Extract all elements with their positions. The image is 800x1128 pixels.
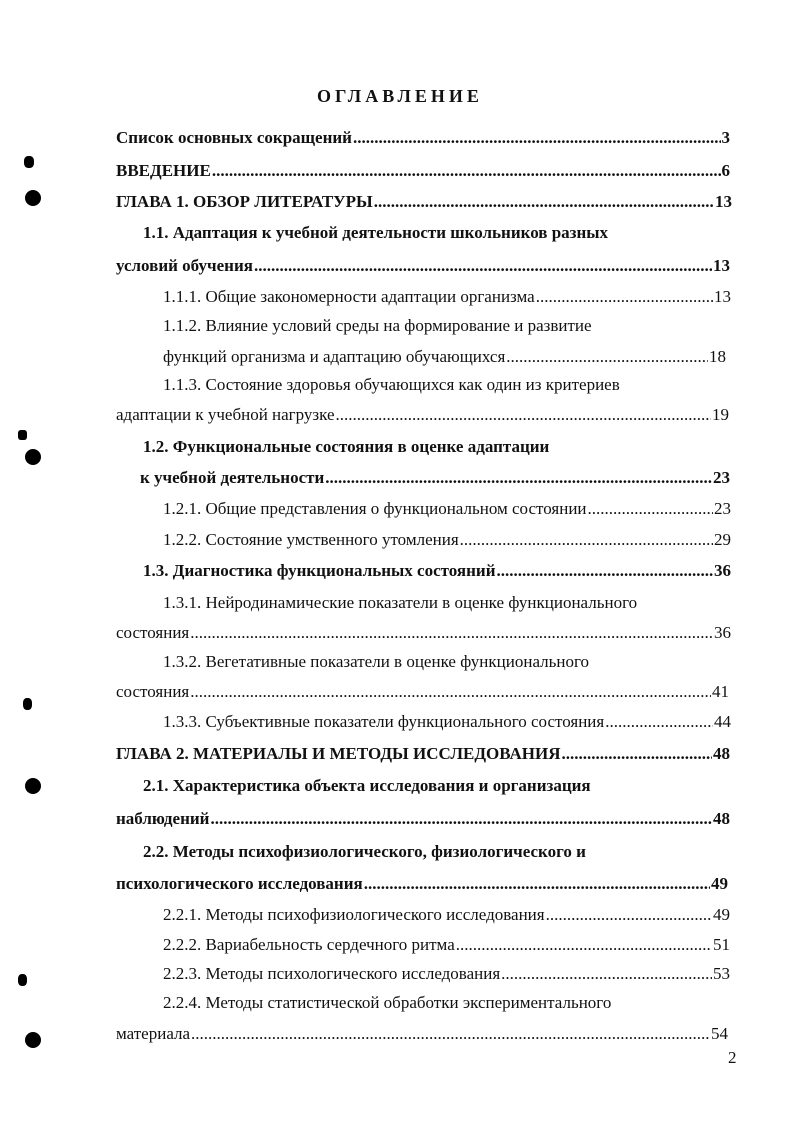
toc-entry xyxy=(163,498,731,520)
toc-entry-page: 13 xyxy=(715,192,732,211)
toc-entry xyxy=(116,1023,728,1045)
toc-leader-dots xyxy=(191,1023,710,1045)
toc-entry xyxy=(163,963,730,985)
toc-entry xyxy=(140,467,730,489)
toc-entry-text: 2.2. Методы психофизиологического, физиологического и xyxy=(143,842,586,861)
toc-entry xyxy=(163,904,730,926)
toc-leader-dots xyxy=(588,498,713,520)
toc-entry-text: адаптации к учебной нагрузке xyxy=(116,405,335,424)
toc-leader-dots xyxy=(254,255,712,277)
toc-leader-dots xyxy=(374,191,714,213)
toc-leader-dots xyxy=(460,529,713,551)
toc-leader-dots xyxy=(190,681,711,703)
toc-entry-text: 1.3.3. Субъективные показатели функционального состояния xyxy=(163,712,605,731)
document-title: ОГЛАВЛЕНИЕ xyxy=(317,86,483,106)
toc-entry xyxy=(163,374,723,396)
toc-entry-page: 51 xyxy=(713,935,730,954)
toc-leader-dots xyxy=(364,873,710,895)
punch-hole-mark xyxy=(25,778,41,794)
toc-entry xyxy=(163,346,726,368)
toc-entry xyxy=(116,873,728,895)
toc-entry-text: состояния xyxy=(116,682,190,701)
toc-entry xyxy=(143,560,731,582)
toc-entry-page: 41 xyxy=(712,682,729,701)
toc-leader-dots xyxy=(506,346,708,368)
toc-entry-text: 1.1.1. Общие закономерности адаптации организма xyxy=(163,287,535,306)
toc-entry-text: 1.3.1. Нейродинамические показатели в оценке функционального xyxy=(163,593,638,612)
toc-entry-text: 2.2.2. Вариабельность сердечного ритма xyxy=(163,935,455,954)
toc-entry-text: 2.1. Характеристика объекта исследования и организация xyxy=(143,776,591,795)
toc-entry-text: психологического исследования xyxy=(116,874,363,893)
toc-entry-page: 54 xyxy=(711,1024,728,1043)
toc-entry-page: 49 xyxy=(713,905,730,924)
toc-entry xyxy=(163,286,731,308)
toc-entry-text: 1.1.3. Состояние здоровья обучающихся как один из критериев xyxy=(163,375,620,394)
punch-hole-mark xyxy=(24,156,34,168)
toc-entry-text: 1.3.2. Вегетативные показатели в оценке функционального xyxy=(163,652,590,671)
toc-entry-page: 29 xyxy=(714,530,731,549)
toc-entry xyxy=(116,127,730,149)
toc-entry xyxy=(163,992,723,1014)
toc-entry-text: ГЛАВА 2. МАТЕРИАЛЫ И МЕТОДЫ ИССЛЕДОВАНИЯ xyxy=(116,744,561,763)
toc-leader-dots xyxy=(212,160,721,182)
toc-entry-page: 48 xyxy=(713,744,730,763)
toc-entry-page: 23 xyxy=(713,468,730,487)
toc-entry-page: 53 xyxy=(713,964,730,983)
toc-entry-text: функций организма и адаптацию обучающихся xyxy=(163,347,506,366)
toc-entry-text: наблюдений xyxy=(116,809,210,828)
toc-entry xyxy=(143,436,703,458)
toc-entry xyxy=(116,743,730,765)
toc-leader-dots xyxy=(501,963,712,985)
toc-entry xyxy=(143,841,723,863)
toc-entry-text: 1.3. Диагностика функциональных состояний xyxy=(143,561,496,580)
toc-entry-text: условий обучения xyxy=(116,256,253,275)
toc-entry-text: 1.2.1. Общие представления о функциональном состоянии xyxy=(163,499,587,518)
toc-leader-dots xyxy=(497,560,713,582)
toc-entry xyxy=(163,711,731,733)
toc-entry xyxy=(116,681,729,703)
toc-entry-page: 49 xyxy=(711,874,728,893)
toc-entry xyxy=(116,160,730,182)
toc-entry xyxy=(116,622,731,644)
toc-entry-page: 23 xyxy=(714,499,731,518)
toc-entry-text: 1.1. Адаптация к учебной деятельности школьников разных xyxy=(143,223,609,242)
toc-entry-page: 48 xyxy=(713,809,730,828)
punch-hole-mark xyxy=(25,449,41,465)
page-number: 2 xyxy=(728,1048,737,1067)
toc-entry xyxy=(143,775,723,797)
toc-leader-dots xyxy=(190,622,713,644)
punch-hole-mark xyxy=(23,698,32,710)
toc-leader-dots xyxy=(546,904,712,926)
toc-leader-dots xyxy=(456,934,712,956)
toc-entry xyxy=(143,222,723,244)
toc-entry xyxy=(163,934,730,956)
toc-entry-text: Список основных сокращений xyxy=(116,128,352,147)
toc-entry-page: 19 xyxy=(712,405,729,424)
toc-leader-dots xyxy=(562,743,712,765)
toc-entry-text: ГЛАВА 1. ОБЗОР ЛИТЕРАТУРЫ xyxy=(116,192,373,211)
toc-entry xyxy=(116,191,732,213)
punch-hole-mark xyxy=(18,974,27,986)
toc-entry xyxy=(116,255,730,277)
toc-entry-text: 1.2.2. Состояние умственного утомления xyxy=(163,530,459,549)
toc-entry-page: 36 xyxy=(714,623,731,642)
toc-leader-dots xyxy=(336,404,711,426)
toc-entry xyxy=(116,808,730,830)
toc-entry-text: 2.2.4. Методы статистической обработки экспериментального xyxy=(163,993,612,1012)
toc-entry xyxy=(163,529,731,551)
toc-leader-dots xyxy=(536,286,713,308)
toc-entry xyxy=(163,592,723,614)
toc-entry-text: 1.2. Функциональные состояния в оценке адаптации xyxy=(143,437,550,456)
toc-leader-dots xyxy=(210,808,712,830)
toc-entry-text: 1.1.2. Влияние условий среды на формирование и развитие xyxy=(163,316,592,335)
toc-leader-dots xyxy=(353,127,721,149)
toc-entry-page: 6 xyxy=(721,161,730,180)
toc-leader-dots xyxy=(605,711,713,733)
toc-entry-page: 36 xyxy=(714,561,731,580)
punch-hole-mark xyxy=(25,1032,41,1048)
toc-entry-text: к учебной деятельности xyxy=(140,468,325,487)
punch-hole-mark xyxy=(18,430,27,440)
toc-entry xyxy=(116,404,729,426)
toc-entry-page: 44 xyxy=(714,712,731,731)
toc-entry-text: состояния xyxy=(116,623,190,642)
toc-entry-text: 2.2.3. Методы психологического исследования xyxy=(163,964,501,983)
punch-hole-mark xyxy=(25,190,41,206)
toc-entry xyxy=(163,651,723,673)
toc-entry-text: 2.2.1. Методы психофизиологического исследования xyxy=(163,905,545,924)
toc-entry-page: 18 xyxy=(709,347,726,366)
toc-entry-page: 13 xyxy=(713,256,730,275)
toc-entry-text: ВВЕДЕНИЕ xyxy=(116,161,211,180)
toc-entry-text: материала xyxy=(116,1024,191,1043)
toc-entry xyxy=(163,315,723,337)
toc-entry-page: 3 xyxy=(721,128,730,147)
toc-leader-dots xyxy=(325,467,712,489)
toc-entry-page: 13 xyxy=(714,287,731,306)
